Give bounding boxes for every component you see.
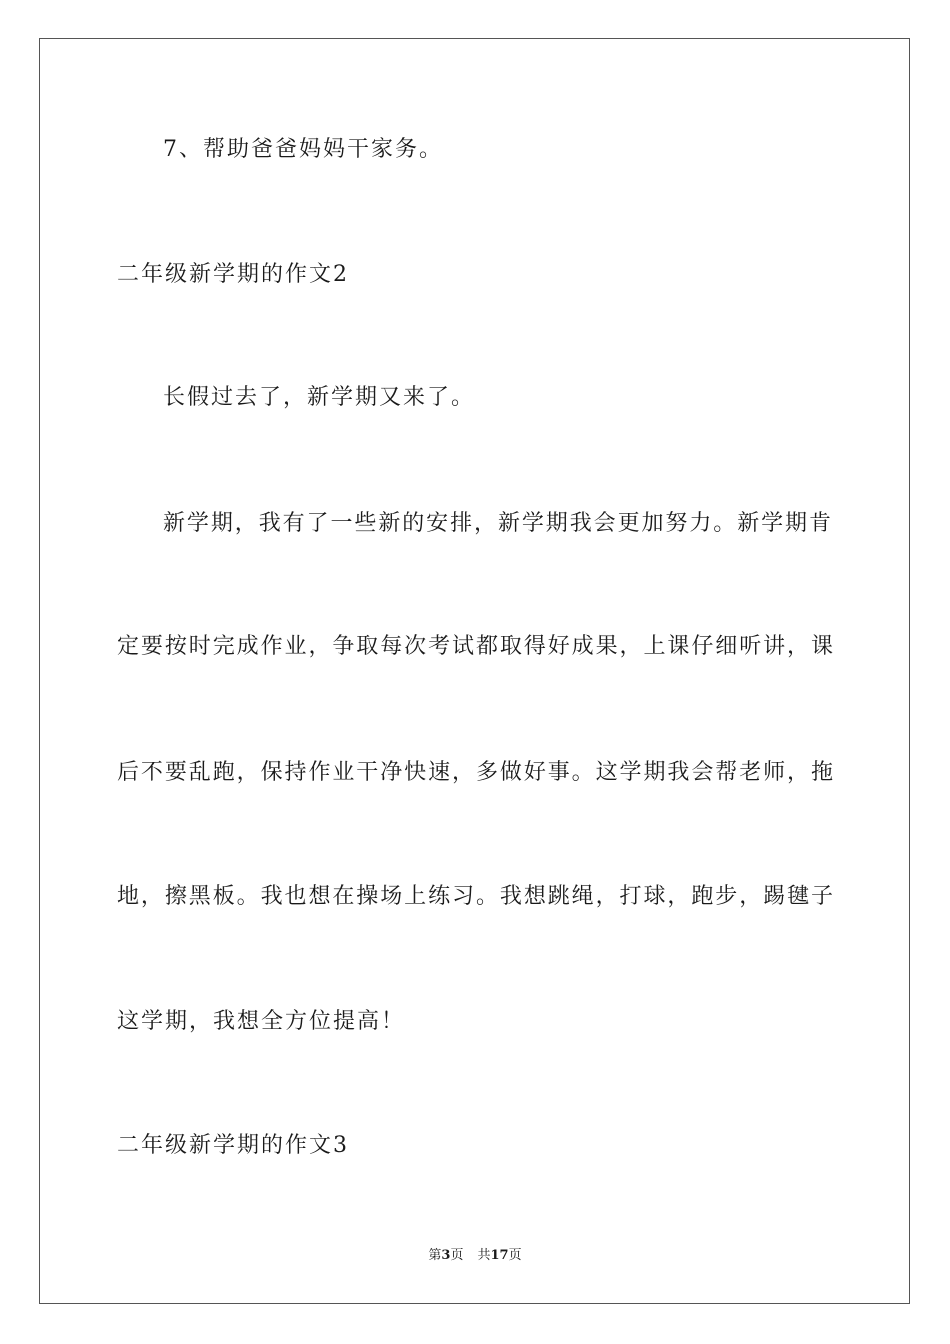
page-footer — [0, 1246, 950, 1266]
total-suffix: 页 — [508, 1248, 522, 1263]
total-prefix: 共 — [477, 1248, 491, 1263]
section-heading-3: 二年级新学期的作文3 — [117, 1133, 349, 1158]
page-number: 3 — [441, 1248, 451, 1263]
paragraph-line: 长假过去了，新学期又来了。 — [163, 385, 476, 410]
paragraph-line: 这学期，我想全方位提高！ — [117, 1009, 406, 1034]
page-suffix: 页 — [450, 1248, 464, 1263]
section-heading-2: 二年级新学期的作文2 — [117, 262, 349, 287]
total-pages: 17 — [490, 1248, 509, 1263]
page-border — [39, 38, 910, 1304]
paragraph-line: 地，擦黑板。我也想在操场上练习。我想跳绳，打球，跑步，踢毽子 — [117, 884, 833, 909]
paragraph-line: 后不要乱跑，保持作业干净快速，多做好事。这学期我会帮老师，拖 — [117, 760, 833, 785]
list-item-7: 7、帮助爸爸妈妈干家务。 — [163, 137, 443, 162]
page-prefix: 第 — [428, 1248, 442, 1263]
paragraph-line: 新学期，我有了一些新的安排，新学期我会更加努力。新学期肯 — [163, 511, 831, 536]
paragraph-line: 定要按时完成作业，争取每次考试都取得好成果，上课仔细听讲，课 — [117, 634, 833, 659]
